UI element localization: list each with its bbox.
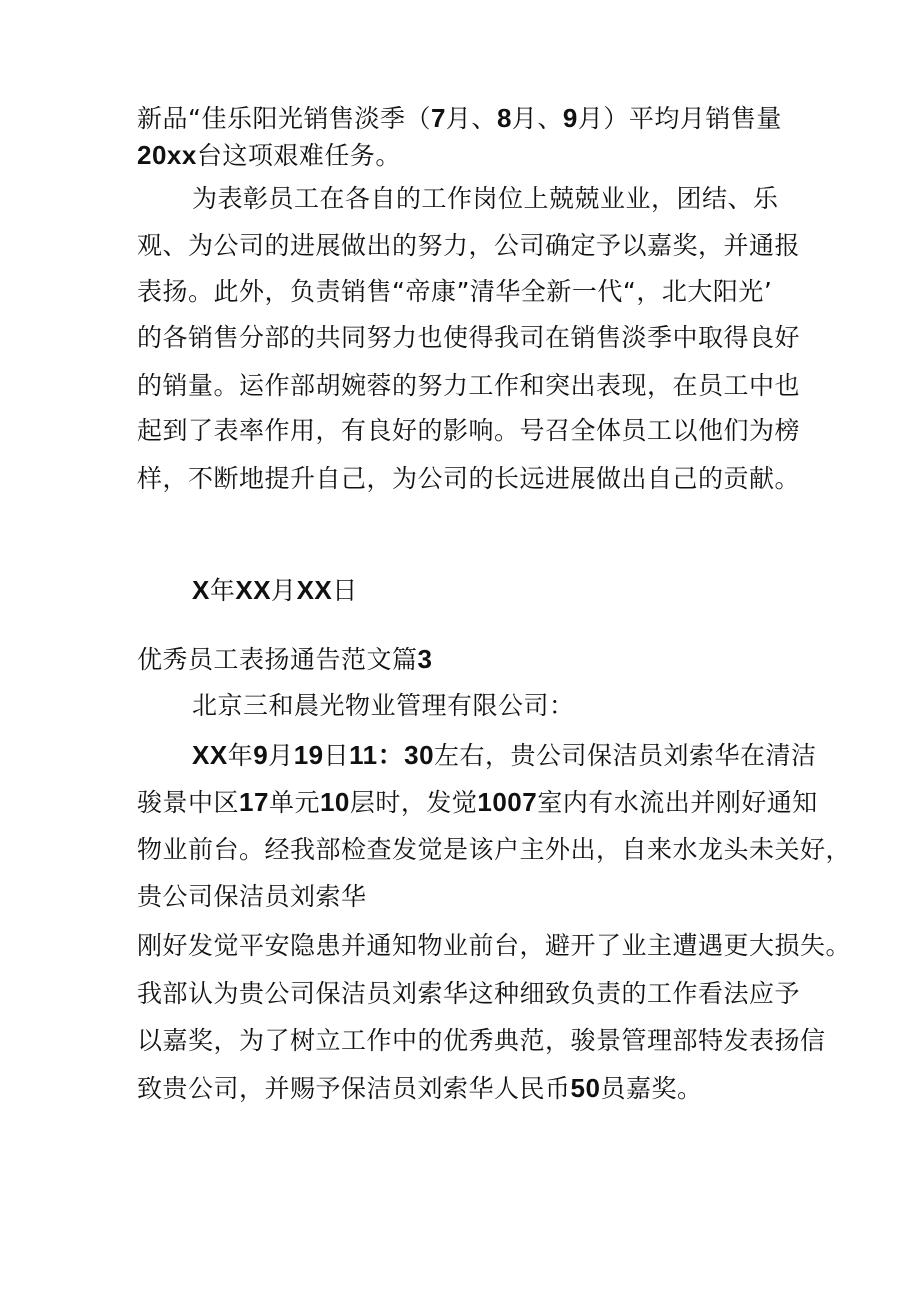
text-run: 左右，贵公司保洁员刘索华在清洁 — [434, 741, 817, 770]
text-run: 物业前台。经我部检查发觉是该户主外出，自来水龙头未关好， — [137, 835, 852, 864]
text-run: 50 — [570, 1073, 601, 1103]
text-run: 以嘉奖，为了树立工作中的优秀典范，骏景管理部特发表扬信 — [137, 1026, 826, 1055]
text-run: 月、 — [511, 104, 563, 133]
text-run: 贵公司保洁员刘索华 — [137, 882, 367, 911]
text-run: 10 — [319, 787, 350, 817]
paragraph-line — [137, 370, 800, 402]
text-run: 月 — [271, 576, 297, 605]
text-run: 1007 — [477, 787, 538, 817]
text-run: 3 — [417, 644, 433, 674]
text-run: 新品“佳乐阳光销售淡季（ — [137, 104, 431, 133]
paragraph-line — [137, 463, 800, 495]
text-run: 观、为公司的进展做出的努力，公司确定予以嘉奖，并通报 — [137, 231, 801, 260]
text-run: 8 — [496, 103, 512, 133]
text-run: 层时，发觉 — [349, 788, 478, 817]
text-run: 北京三和晨光物业管理有限公司： — [192, 691, 575, 720]
text-run: 室内有水流出并刚好通知 — [537, 788, 818, 817]
text-run: 员嘉奖。 — [600, 1074, 703, 1103]
paragraph-line — [137, 930, 851, 962]
paragraph-line — [192, 690, 575, 722]
text-run: 9 — [562, 103, 578, 133]
paragraph-line — [137, 276, 772, 308]
paragraph-line — [137, 102, 782, 135]
text-run: 优秀员工表扬通告范文篇 — [137, 645, 418, 674]
text-run: 日 — [332, 576, 358, 605]
paragraph-line — [192, 739, 817, 772]
text-run: 年 — [227, 741, 254, 770]
text-run: 起到了表率作用，有良好的影响。号召全体员工以他们为榜 — [137, 416, 801, 445]
text-run: 刚好发觉平安隐患并通知物业前台，避开了业主遭遇更大损失。 — [137, 931, 852, 960]
text-run: 年 — [209, 576, 236, 605]
text-run: XX — [235, 575, 272, 605]
text-run: 9 — [253, 740, 269, 770]
text-run: 台这项艰难任务。 — [196, 141, 401, 170]
text-run: 我部认为贵公司保洁员刘索华这种细致负责的工作看法应予 — [137, 979, 801, 1008]
text-run: 为表彰员工在各自的工作岗位上兢兢业业，团结、乐 — [192, 184, 779, 213]
paragraph-line — [137, 230, 800, 262]
text-run: 17 — [239, 787, 269, 817]
paragraph-line — [137, 322, 800, 354]
text-run: 11：30 — [349, 740, 435, 770]
text-run: 表扬。此外，负责销售“帝康”清华全新一代“，北大阳光’ — [137, 277, 773, 306]
text-run: 月）平均月销售量 — [577, 104, 782, 133]
paragraph-line — [192, 183, 779, 215]
section-heading — [137, 643, 432, 676]
paragraph-line — [137, 881, 367, 913]
date-line — [192, 574, 358, 607]
paragraph-line — [137, 1072, 702, 1105]
text-run: 的销量。运作部胡婉蓉的努力工作和突出表现，在员工中也 — [137, 371, 801, 400]
text-run: 致贵公司，并赐予保洁员刘索华人民币 — [137, 1074, 571, 1103]
text-run: 样，不断地提升自己，为公司的长远进展做出自己的贡献。 — [137, 464, 801, 493]
paragraph-line — [137, 1025, 826, 1057]
text-run: 7 — [430, 103, 446, 133]
text-run: 单元 — [268, 788, 320, 817]
text-run: 骏景中区 — [137, 788, 240, 817]
text-run: 20xx — [137, 140, 197, 170]
text-run: XX — [296, 575, 333, 605]
text-run: 的各销售分部的共同努力也使得我司在销售淡季中取得良好 — [137, 323, 801, 352]
text-run: XX — [192, 740, 228, 770]
paragraph-line — [137, 978, 800, 1010]
paragraph-line — [137, 834, 851, 866]
text-run: 月、 — [445, 104, 497, 133]
paragraph-line — [137, 139, 401, 172]
text-run: 19 — [293, 740, 324, 770]
text-run: X — [192, 575, 210, 605]
paragraph-line — [137, 786, 818, 819]
text-run: 日 — [323, 741, 350, 770]
text-run: 月 — [268, 741, 294, 770]
paragraph-line — [137, 415, 800, 447]
